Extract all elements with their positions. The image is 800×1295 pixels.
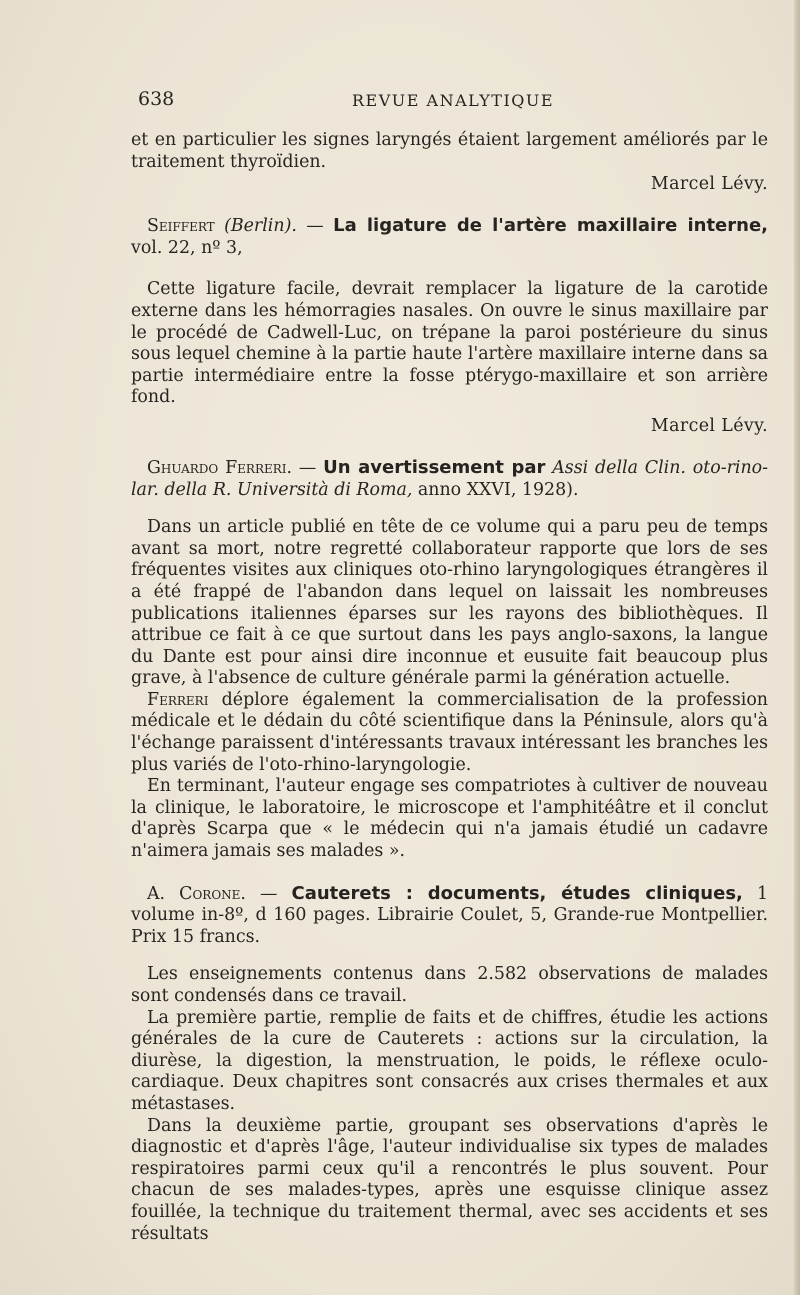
spacer	[131, 501, 768, 517]
article3-dash: —	[245, 883, 292, 904]
article3-para3: Dans la deuxième partie, groupant ses observations d'après le diagnostic et d'après l'âge, l'auteur individualise six types de malades respiratoires parmi ceux qu'il a rencontrés le plus souvent. Pour chacun de ses malades-types, après une esquisse clinique assez fouillée, la technique du traitement thermal, avec ses accidents et ses résultats	[131, 1115, 768, 1244]
article2-para3: En terminant, l'auteur engage ses compatriotes à cultiver de nouveau la clinique, le laboratoire, le microscope et l'amphitéâtre et il conclut d'après Scarpa que « le médecin qui n'a jamais étudié un cadavre n'aimera jamais ses malades ».	[131, 776, 768, 862]
article2-heading	[131, 457, 768, 501]
article2-title: Un avertissement par	[323, 456, 546, 478]
article2-dash: —	[292, 457, 324, 478]
article1-title: La ligature de l'artère maxillaire interne,	[333, 215, 768, 237]
spacer	[131, 195, 768, 215]
intro-signature: Marcel Lévy.	[650, 174, 768, 195]
article2-author: Ghuardo Ferreri.	[147, 457, 293, 478]
spacer	[131, 948, 768, 964]
article1-body: Cette ligature facile, devrait remplacer la ligature de la carotide externe dans les hémorragies nasales. On ouvre le sinus maxillaire par le procédé de Cadwell-Luc, on trépane la paroi postérieure du sinus sous lequel chemine à la partie haute l'artère maxillaire interne dans sa partie intermédiaire entre la fosse ptérygo-maxillaire et son arrière fond.	[131, 279, 768, 408]
article1-dash: —	[296, 216, 334, 237]
article3-para2: La première partie, remplie de faits et de chiffres, étudie les actions générales de la cure de Cauterets : actions sur la circulation, la diurèse, la digestion, la menstruation, le poids, le réflexe oculo-cardiaque. Deux chapitres sont consacrés aux crises thermales et aux métastases.	[131, 1007, 768, 1114]
journal-title: REVUE ANALYTIQUE	[352, 91, 555, 110]
article3-author: A. Corone.	[147, 883, 246, 904]
page-content	[131, 130, 768, 1245]
article2-para2	[131, 690, 768, 776]
article1-ref: vol. 22, nº 3,	[131, 237, 243, 258]
article3-heading	[131, 883, 768, 949]
article1-location: (Berlin).	[224, 216, 297, 237]
page-edge	[794, 0, 800, 1295]
article2-para2-text: déplore également la commercialisation de la profession médicale et le dédain du côté scientifique dans la Péninsule, alors qu'à l'échange paraissent d'intéressants travaux intéressant les branches les plus variés de l'oto-rhino-laryngologie.	[131, 689, 768, 775]
article2-source: Assi della Clin. oto-rino-lar. della R. Università di Roma,	[131, 457, 768, 500]
article2-ref: anno XXVI, 1928).	[412, 479, 579, 500]
article3-ref: 1 volume in-8º, d 160 pages. Librairie Coulet, 5, Grande-rue Montpellier. Prix 15 francs.	[131, 883, 769, 947]
intro-paragraph: et en particulier les signes laryngés étaient largement améliorés par le traitement thyroïdien.	[131, 130, 768, 172]
article2-para1: Dans un article publié en tête de ce volume qui a paru peu de temps avant sa mort, notre regretté collaborateur rapporte que lors de ses fréquentes visites aux cliniques oto-rhino laryngologiques étrangères il a été frappé de l'abandon dans lequel on laissait les nombreuses publications italiennes éparses sur les rayons des bibliothèques. Il attribue ce fait à ce que surtout dans les pays anglo-saxons, la langue du Dante est pour ainsi dire inconnue et eusuite fait beaucoup plus grave, à l'absence de culture générale parmi la génération actuelle.	[131, 517, 768, 689]
running-header	[138, 88, 768, 114]
spacer	[131, 863, 768, 883]
spacer	[131, 437, 768, 457]
article3-title: Cauterets : documents, études cliniques,	[291, 882, 743, 904]
article3-para1: Les enseignements contenus dans 2.582 observations de malades sont condensés dans ce travail.	[131, 964, 768, 1006]
article2-para2-name: Ferreri	[147, 689, 209, 710]
spacer	[131, 259, 768, 279]
page-number: 638	[138, 88, 175, 110]
article1-signature: Marcel Lévy.	[650, 415, 768, 436]
article1-author: Seiffert	[147, 216, 215, 237]
article1-heading	[131, 215, 768, 259]
